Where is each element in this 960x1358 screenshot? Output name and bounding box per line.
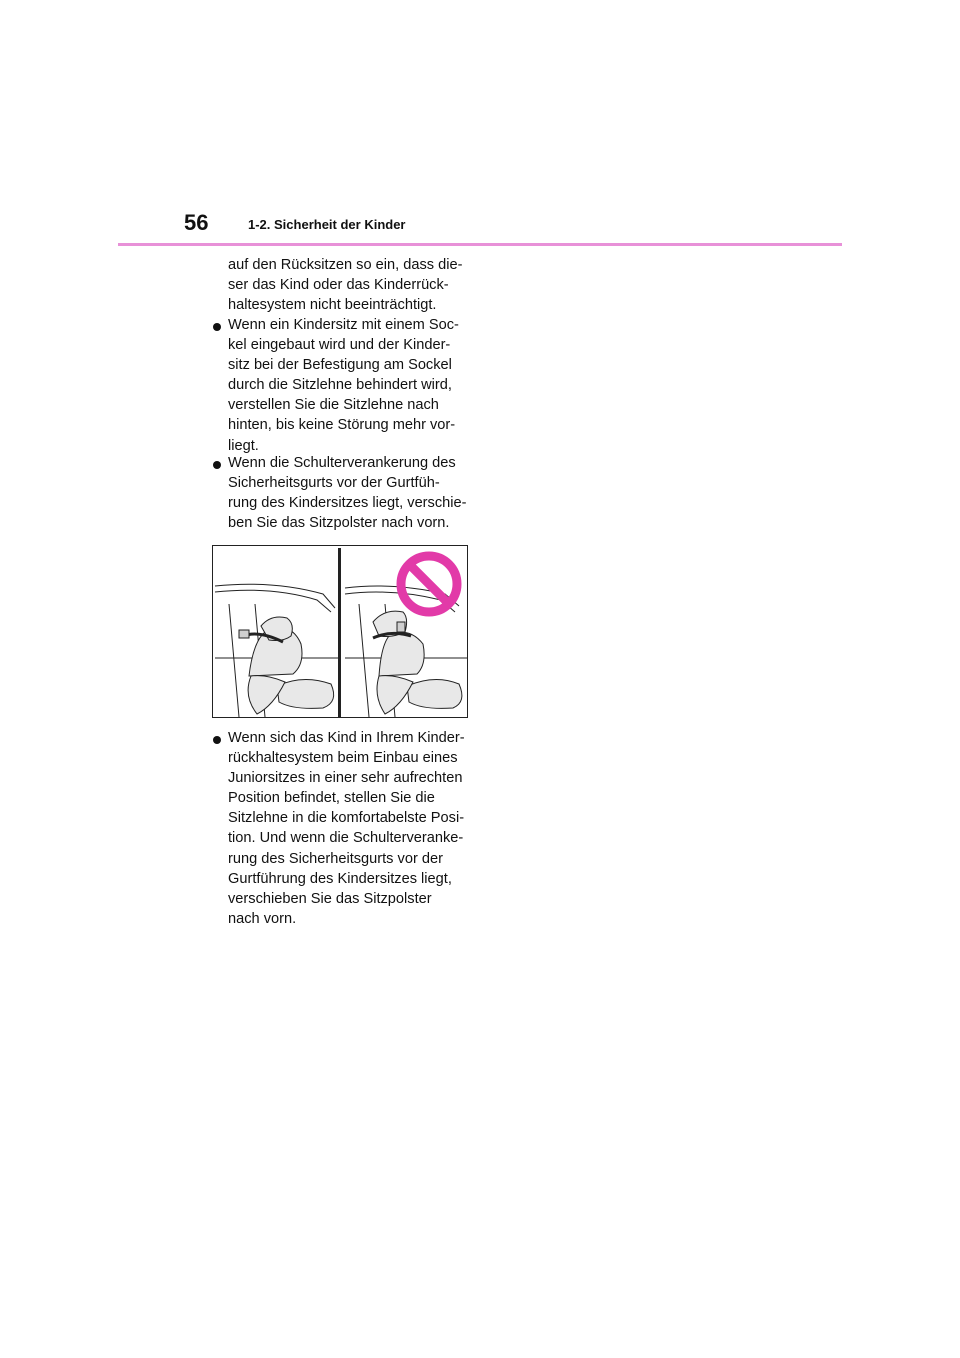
page-number: 56 [184, 210, 209, 235]
section-title: 1-2. Sicherheit der Kinder [248, 217, 406, 232]
bullet-dot [213, 736, 221, 744]
header-divider [118, 243, 842, 246]
bullet-paragraph-1: Wenn ein Kindersitz mit einem Soc- kel eingebaut wird und der Kinder- sitz bei der Befestigung am Sockel durch die Sitzlehne behindert wird, verstellen Sie die Sitzlehne nach hinten, bis keine Störung mehr vor- liegt. [228, 317, 459, 454]
child-seat-correct-icon [215, 584, 339, 717]
panel-divider [338, 548, 341, 717]
intro-paragraph: auf den Rücksitzen so ein, dass die- ser das Kind oder das Kinderrück- haltesystem nicht beeinträchtigt. [228, 257, 463, 314]
bullet-paragraph-2: Wenn die Schulterverankerung des Sicherheitsgurts vor der Gurtfüh- rung des Kindersitzes liegt, verschie- ben Sie das Sitzpolster nach vorn. [228, 455, 467, 532]
bullet-dot [213, 461, 221, 469]
bullet-dot [213, 323, 221, 331]
prohibition-icon [401, 556, 457, 612]
illustration-svg [213, 546, 467, 717]
bullet-paragraph-3: Wenn sich das Kind in Ihrem Kinder- rückhaltesystem beim Einbau eines Juniorsitzes in einer sehr aufrechten Position befindet, stellen Sie die Sitzlehne in die komfortabelste Posi- tion. Und wenn die Schulterveranke- rung des Sicherheitsgurts vor der Gurtführung des Kindersitzes liegt, verschieben Sie das Sitzpolster nach vorn. [228, 730, 465, 927]
child-seat-illustration [212, 545, 468, 718]
